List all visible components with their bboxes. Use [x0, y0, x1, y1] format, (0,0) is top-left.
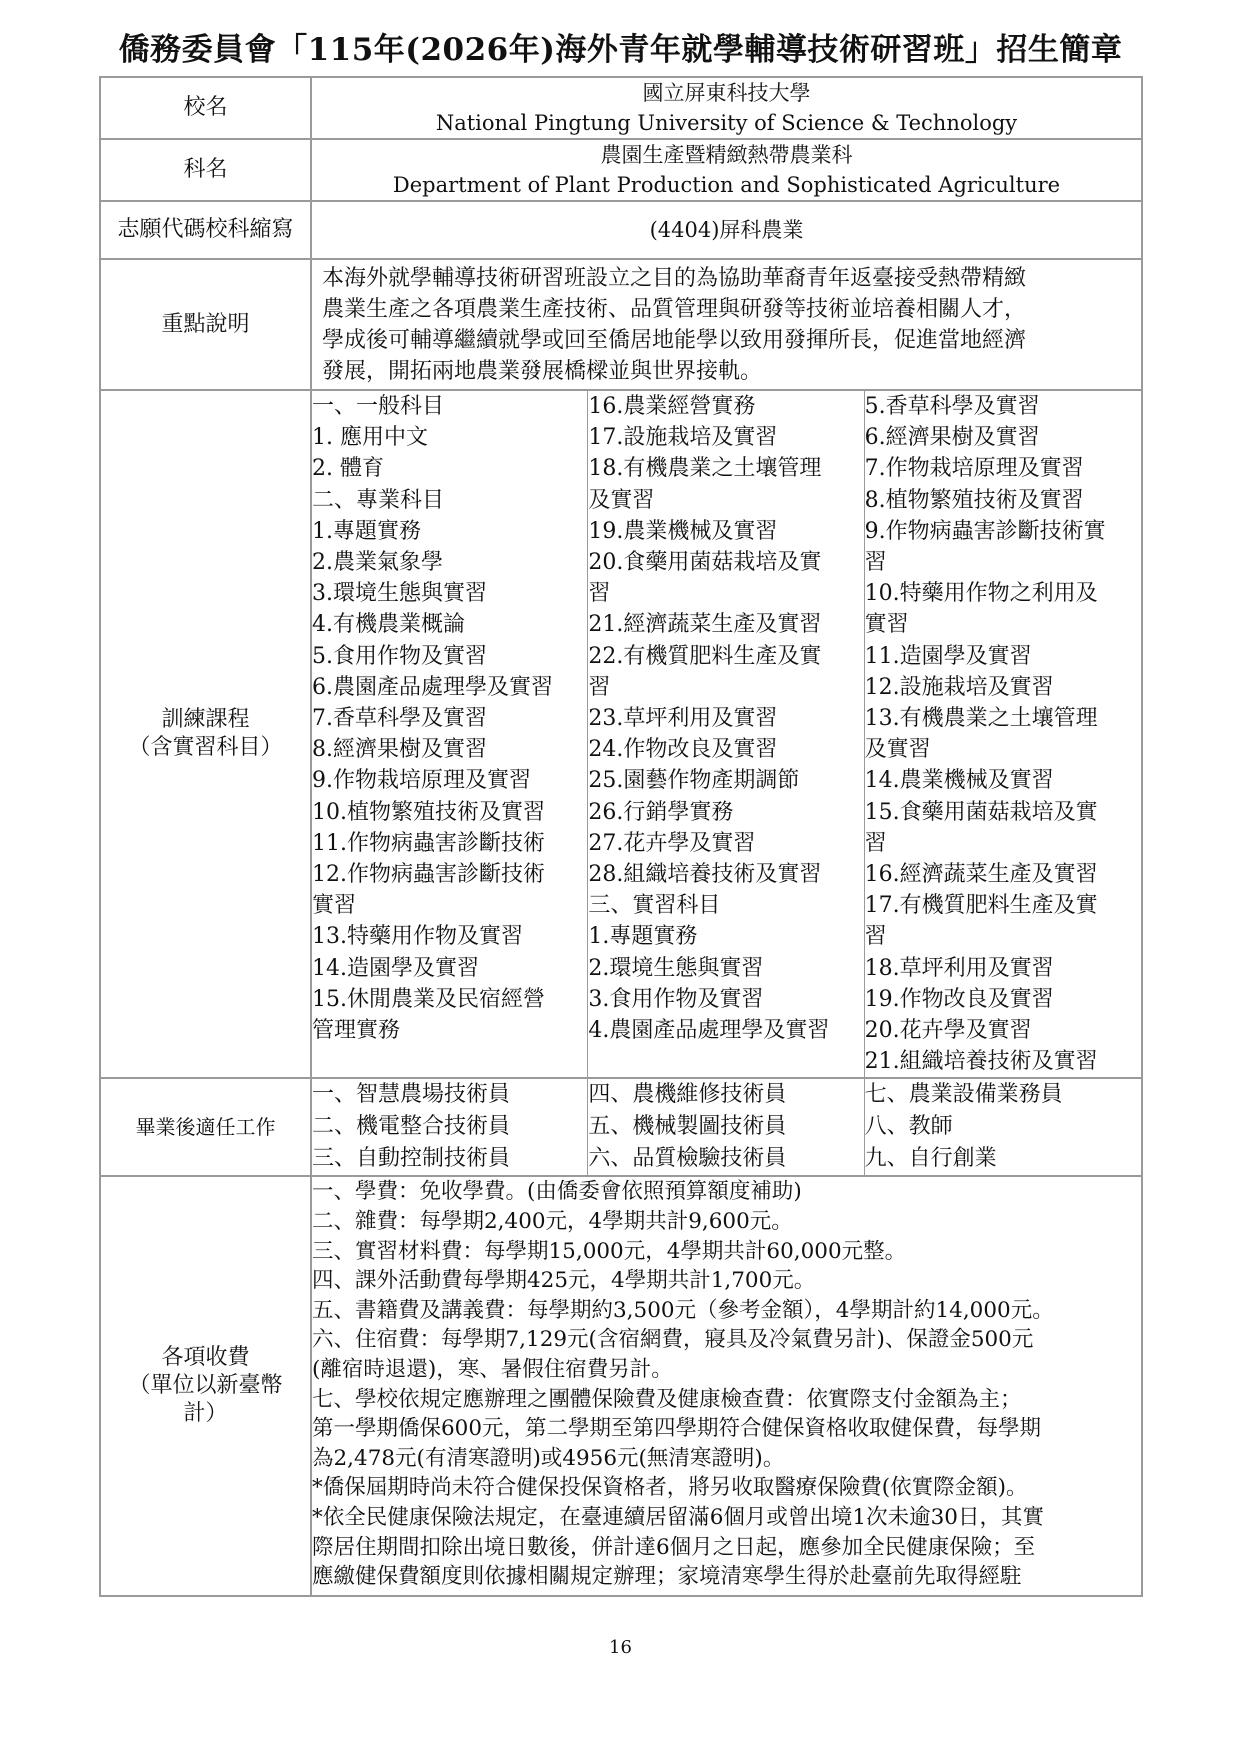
course-item: 實習 — [864, 612, 909, 638]
course-item: 習 — [864, 550, 887, 576]
course-item: 14.農業機械及實習 — [864, 768, 1054, 794]
course-item: 12.設施栽培及實習 — [864, 674, 1054, 700]
key-points-line: 農業生產之各項農業生產技術、品質管理與研發等技術並培養相關人才， — [322, 297, 1027, 322]
course-item: 1. 應用中文 — [312, 425, 428, 451]
course-item: 7.香草科學及實習 — [312, 706, 487, 732]
course-item: 19.作物改良及實習 — [864, 986, 1054, 1012]
fee-line: 四、課外活動費每學期425元，4學期共計1,700元。 — [312, 1268, 816, 1294]
row-department — [100, 139, 1142, 201]
job-item: 七、農業設備業務員 — [864, 1082, 1063, 1108]
course-item: 21.組織培養技術及實習 — [864, 1049, 1098, 1075]
school-name-cell — [311, 77, 1142, 139]
row-school — [100, 77, 1142, 139]
admission-table — [99, 76, 1143, 1597]
department-name-zh: 農園生產暨精緻熱帶農業科 — [600, 143, 853, 167]
job-column — [588, 1079, 864, 1175]
course-item: 7.作物栽培原理及實習 — [864, 456, 1084, 482]
jobs-cell — [311, 1078, 1142, 1176]
course-item: 14.造園學及實習 — [312, 955, 479, 981]
course-item: 28.組織培養技術及實習 — [588, 862, 822, 888]
school-name-zh: 國立屏東科技大學 — [642, 81, 811, 105]
course-item: 9.作物病蟲害診斷技術實 — [864, 518, 1106, 544]
fee-line: (離宿時退還)，寒、暑假住宿費另計。 — [312, 1357, 673, 1383]
course-item: 及實習 — [864, 737, 931, 763]
fee-line: 五、書籍費及講義費：每學期約3,500元（參考金額），4學期計約14,000元。 — [312, 1297, 1054, 1323]
fee-line: 二、雜費：每學期2,400元，4學期共計9,600元。 — [312, 1209, 793, 1235]
job-item: 三、自動控制技術員 — [312, 1146, 511, 1172]
course-item: 16.農業經營實務 — [588, 394, 756, 419]
course-item: 18.有機農業之土壤管理 — [588, 456, 822, 482]
fee-line: 際居住期間扣除出境日數後，併計達6個月之日起，應參加全民健康保險；至 — [312, 1534, 1036, 1560]
course-item: 6.農園產品處理學及實習 — [312, 674, 553, 700]
job-item: 四、農機維修技術員 — [588, 1082, 787, 1108]
course-item: 2. 體育 — [312, 456, 384, 482]
key-points-line: 本海外就學輔導技術研習班設立之目的為協助華裔青年返臺接受熱帶精緻 — [322, 266, 1027, 291]
label-courses-line1: 訓練課程 — [161, 707, 250, 733]
course-item: 21.經濟蔬菜生產及實習 — [588, 612, 822, 638]
label-courses-line2: （含實習科目） — [128, 735, 283, 761]
course-item: 習 — [588, 674, 611, 700]
course-item: 8.經濟果樹及實習 — [312, 737, 487, 763]
department-name-en: Department of Plant Production and Sophisticated Agriculture — [392, 173, 1061, 197]
code-value: (4404)屏科農業 — [311, 201, 1142, 259]
job-columns — [312, 1079, 1141, 1175]
course-item: 3.環境生態與實習 — [312, 581, 487, 607]
job-item: 六、品質檢驗技術員 — [588, 1146, 787, 1172]
course-item: 11.作物病蟲害診斷技術 — [312, 830, 545, 856]
course-item: 6.經濟果樹及實習 — [864, 425, 1040, 451]
page-number: 16 — [609, 1637, 632, 1658]
row-jobs — [100, 1078, 1142, 1176]
label-department: 科名 — [100, 139, 311, 201]
fee-line: 一、學費：免收學費。(由僑委會依照預算額度補助) — [312, 1179, 802, 1205]
course-item: 27.花卉學及實習 — [588, 830, 756, 856]
course-item: 10.植物繁殖技術及實習 — [312, 799, 545, 825]
row-code — [100, 201, 1142, 259]
job-item: 九、自行創業 — [864, 1146, 997, 1172]
course-item: 三、實習科目 — [588, 893, 721, 919]
course-item: 16.經濟蔬菜生產及實習 — [864, 862, 1098, 888]
label-code: 志願代碼校科縮寫 — [100, 201, 311, 259]
course-item: 18.草坪利用及實習 — [864, 955, 1054, 981]
job-column — [865, 1079, 1141, 1175]
course-columns — [312, 391, 1141, 1077]
course-item: 5.香草科學及實習 — [864, 394, 1040, 419]
course-item: 23.草坪利用及實習 — [588, 706, 778, 732]
courses-cell — [311, 390, 1142, 1078]
label-courses — [100, 390, 311, 1078]
fee-line: 第一學期僑保600元，第二學期至第四學期符合健保資格收取健保費，每學期 — [312, 1416, 1042, 1442]
course-item: 9.作物栽培原理及實習 — [312, 768, 531, 794]
job-item: 一、智慧農場技術員 — [312, 1082, 511, 1108]
course-item: 17.設施栽培及實習 — [588, 425, 778, 451]
course-item: 11.造園學及實習 — [864, 643, 1032, 669]
fee-line: 為2,478元(有清寒證明)或4956元(無清寒證明)。 — [312, 1445, 785, 1471]
department-name-cell — [311, 139, 1142, 201]
job-item: 五、機械製圖技術員 — [588, 1114, 787, 1140]
course-item: 15.休閒農業及民宿經營 — [312, 986, 545, 1012]
course-item: 15.食藥用菌菇栽培及實 — [864, 799, 1098, 825]
label-key-points: 重點說明 — [100, 259, 311, 390]
school-name-en: National Pingtung University of Science & Technology — [435, 111, 1018, 135]
course-item: 習 — [864, 830, 887, 856]
label-fees-line3: 計） — [183, 1401, 228, 1427]
course-item: 及實習 — [588, 487, 655, 513]
course-item: 13.有機農業之土壤管理 — [864, 706, 1098, 732]
fee-line: 應繳健保費額度則依據相關規定辦理；家境清寒學生得於赴臺前先取得經駐 — [312, 1564, 1022, 1590]
course-item: 8.植物繁殖技術及實習 — [864, 487, 1084, 513]
label-fees-line1: 各項收費 — [161, 1345, 250, 1371]
course-item: 一、一般科目 — [312, 394, 445, 419]
fee-line: *依全民健康保險法規定，在臺連續居留滿6個月或曾出境1次未逾30日，其實 — [312, 1505, 1044, 1530]
job-item: 八、教師 — [864, 1114, 953, 1140]
course-item: 5.食用作物及實習 — [312, 643, 487, 669]
course-item: 26.行銷學實務 — [588, 799, 734, 825]
label-jobs: 畢業後適任工作 — [100, 1078, 311, 1176]
job-column — [312, 1079, 588, 1175]
course-item: 習 — [588, 581, 611, 607]
course-column — [865, 391, 1141, 1077]
course-item: 1.專題實務 — [312, 518, 421, 544]
course-item: 13.特藥用作物及實習 — [312, 924, 523, 950]
label-school: 校名 — [100, 77, 311, 139]
key-points-line: 發展，開拓兩地農業發展橋樑並與世界接軌。 — [322, 359, 763, 384]
row-key-points — [100, 259, 1142, 390]
fees-text — [311, 1176, 1142, 1596]
row-courses — [100, 390, 1142, 1078]
course-item: 實習 — [312, 893, 357, 919]
fee-line: 三、實習材料費：每學期15,000元，4學期共計60,000元整。 — [312, 1238, 907, 1264]
course-item: 12.作物病蟲害診斷技術 — [312, 862, 545, 888]
course-item: 24.作物改良及實習 — [588, 737, 778, 763]
label-fees — [100, 1176, 311, 1596]
course-item: 4.有機農業概論 — [312, 612, 465, 638]
course-item: 20.花卉學及實習 — [864, 1018, 1032, 1044]
fee-line: *僑保屆期時尚未符合健保投保資格者，將另收取醫療保險費(依實際金額)。 — [312, 1475, 1028, 1501]
row-fees — [100, 1176, 1142, 1596]
course-item: 3.食用作物及實習 — [588, 986, 764, 1012]
label-fees-line2: （單位以新臺幣 — [128, 1373, 283, 1399]
course-item: 22.有機質肥料生產及實 — [588, 643, 822, 669]
course-item: 17.有機質肥料生產及實 — [864, 893, 1098, 919]
course-item: 2.環境生態與實習 — [588, 955, 764, 981]
course-item: 1.專題實務 — [588, 924, 698, 950]
course-item: 管理實務 — [312, 1018, 401, 1044]
fee-line: 六、住宿費：每學期7,129元(含宿網費，寢具及冷氣費另計)、保證金500元 — [312, 1327, 1034, 1353]
key-points-line: 學成後可輔導繼續就學或回至僑居地能學以致用發揮所長，促進當地經濟 — [322, 328, 1027, 353]
course-item: 25.園藝作物產期調節 — [588, 768, 800, 794]
key-points-text — [311, 259, 1142, 390]
fee-line: 七、學校依規定應辦理之團體保險費及健康檢查費：依實際支付金額為主； — [312, 1386, 1022, 1412]
course-column — [312, 391, 588, 1077]
document-title: 僑務委員會「115年(2026年)海外青年就學輔導技術研習班」招生簡章 — [118, 32, 1123, 68]
course-item: 19.農業機械及實習 — [588, 518, 778, 544]
course-item: 4.農園產品處理學及實習 — [588, 1018, 830, 1044]
course-item: 20.食藥用菌菇栽培及實 — [588, 550, 822, 576]
course-item: 二、專業科目 — [312, 487, 445, 513]
course-item: 習 — [864, 924, 887, 950]
job-item: 二、機電整合技術員 — [312, 1114, 511, 1140]
course-column — [588, 391, 864, 1077]
course-item: 2.農業氣象學 — [312, 550, 443, 576]
course-item: 10.特藥用作物之利用及 — [864, 581, 1098, 607]
